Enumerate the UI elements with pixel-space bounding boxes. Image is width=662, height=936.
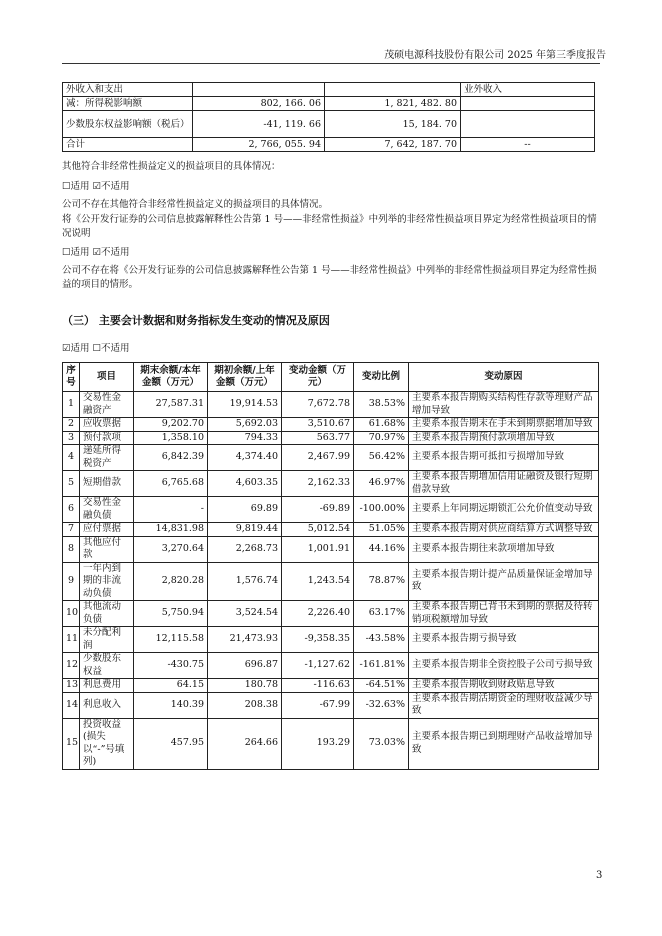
change-reason: 主要系本报告期计提产品质量保证金增加导致: [409, 562, 599, 601]
change-amount: 193.29: [282, 718, 354, 769]
change-reason: 主要系上年同期远期锁汇公允价值变动导致: [409, 497, 599, 523]
header-no: 序号: [63, 363, 80, 392]
change-ratio: -43.58%: [354, 627, 409, 653]
paragraph: 其他符合非经常性损益定义的损益项目的具体情况：: [62, 161, 281, 172]
table-header-row: [63, 363, 599, 392]
table-row: [63, 718, 599, 769]
non-recurring-table: [62, 82, 595, 152]
end-balance: 5,750.94: [134, 601, 208, 627]
table-row: [63, 471, 599, 497]
begin-balance: 180.78: [208, 679, 282, 693]
change-amount: 1,001.91: [282, 536, 354, 562]
change-amount: -1,127.62: [282, 653, 354, 679]
change-ratio: -32.63%: [354, 692, 409, 718]
change-ratio: 38.53%: [354, 392, 409, 418]
change-ratio: -161.81%: [354, 653, 409, 679]
end-balance: 6,765.68: [134, 471, 208, 497]
table-row: [63, 418, 599, 432]
end-balance: 9,202.70: [134, 418, 208, 432]
row-item: 交易性金融负债: [80, 497, 134, 523]
row-number: 15: [63, 718, 80, 769]
row-number: 11: [63, 627, 80, 653]
end-balance: -430.75: [134, 653, 208, 679]
end-balance: 2,820.28: [134, 562, 208, 601]
change-amount: -9,358.35: [282, 627, 354, 653]
table-row: [63, 392, 599, 418]
row-number: 8: [63, 536, 80, 562]
change-amount: 3,510.67: [282, 418, 354, 432]
applicability-checkbox: ☑适用 ☐不适用: [62, 343, 130, 354]
table-row: [63, 497, 599, 523]
ytd-value: 1, 821, 482. 80: [325, 97, 461, 111]
report-header: 茂硕电源科技股份有限公司 2025 年第三季度报告: [384, 50, 606, 61]
row-number: 3: [63, 431, 80, 445]
change-amount: 563.77: [282, 431, 354, 445]
change-reason: 主要系本报告期已到期理财产品收益增加导致: [409, 718, 599, 769]
row-number: 7: [63, 523, 80, 537]
row-item: 其他流动负债: [80, 601, 134, 627]
end-balance: 140.39: [134, 692, 208, 718]
section-title: （三） 主要会计数据和财务指标发生变动的情况及原因: [62, 314, 330, 327]
table-row: [63, 679, 599, 693]
begin-balance: 794.33: [208, 431, 282, 445]
end-balance: 1,358.10: [134, 431, 208, 445]
change-ratio: 70.97%: [354, 431, 409, 445]
change-ratio: -64.51%: [354, 679, 409, 693]
applicability-checkbox: ☐适用 ☑不适用: [62, 247, 130, 258]
begin-balance: 5,692.03: [208, 418, 282, 432]
ytd-value: [325, 83, 461, 97]
ytd-value: 15, 184. 70: [325, 111, 461, 138]
change-reason: 主要系本报告期非全资控股子公司亏损导致: [409, 653, 599, 679]
row-note: --: [461, 138, 595, 152]
begin-balance: 19,914.53: [208, 392, 282, 418]
header-reason: 变动原因: [409, 363, 599, 392]
table-row: [63, 562, 599, 601]
end-balance: 14,831.98: [134, 523, 208, 537]
row-item: 投资收益(损失以“-”号填列): [80, 718, 134, 769]
page-number: 3: [596, 870, 603, 881]
change-reason: 主要系本报告期对供应商结算方式调整导致: [409, 523, 599, 537]
header-begin-balance: 期初余额/上年金额（万元）: [208, 363, 282, 392]
change-amount: 7,672.78: [282, 392, 354, 418]
table-row: [63, 97, 595, 111]
change-amount: 2,226.40: [282, 601, 354, 627]
applicability-checkbox: ☐适用 ☑不适用: [62, 181, 130, 192]
row-number: 9: [63, 562, 80, 601]
header-divider: [62, 63, 600, 64]
table-row: [63, 138, 595, 152]
table-row: [63, 653, 599, 679]
row-number: 4: [63, 445, 80, 471]
change-reason: 主要系本报告期收到财政贴息导致: [409, 679, 599, 693]
end-balance: -: [134, 497, 208, 523]
table-row: [63, 601, 599, 627]
change-reason: 主要系本报告期购买结构性存款等理财产品增加导致: [409, 392, 599, 418]
paragraph: 公司不存在其他符合非经常性损益定义的损益项目的具体情况。: [62, 199, 329, 210]
row-item: 递延所得税资产: [80, 445, 134, 471]
row-item: 少数股东权益: [80, 653, 134, 679]
change-ratio: 78.87%: [354, 562, 409, 601]
table-row: [63, 111, 595, 138]
row-item: 应收票据: [80, 418, 134, 432]
change-reason: 主要系本报告期往来款项增加导致: [409, 536, 599, 562]
row-item: 一年内到期的非流动负债: [80, 562, 134, 601]
row-note: [461, 97, 595, 111]
row-item: 利息收入: [80, 692, 134, 718]
begin-balance: 21,473.93: [208, 627, 282, 653]
end-balance: 3,270.64: [134, 536, 208, 562]
row-item: 预付款项: [80, 431, 134, 445]
end-balance: 457.95: [134, 718, 208, 769]
change-reason: 主要系本报告期可抵扣亏损增加导致: [409, 445, 599, 471]
begin-balance: 69.89: [208, 497, 282, 523]
change-ratio: 56.42%: [354, 445, 409, 471]
change-amount: 2,467.99: [282, 445, 354, 471]
end-balance: 27,587.31: [134, 392, 208, 418]
change-ratio: 51.05%: [354, 523, 409, 537]
change-reason: 主要系本报告期已背书未到期的票据及待转销项税额增加导致: [409, 601, 599, 627]
end-balance: 12,115.58: [134, 627, 208, 653]
current-value: 2, 766, 055. 94: [193, 138, 325, 152]
row-label: 合计: [63, 138, 193, 152]
table-row: [63, 536, 599, 562]
row-number: 13: [63, 679, 80, 693]
change-ratio: 44.16%: [354, 536, 409, 562]
change-amount: 1,243.54: [282, 562, 354, 601]
change-amount: 5,012.54: [282, 523, 354, 537]
table-row: [63, 692, 599, 718]
change-ratio: 73.03%: [354, 718, 409, 769]
change-reason: 主要系本报告期增加信用证融资及银行短期借款导致: [409, 471, 599, 497]
row-item: 应付票据: [80, 523, 134, 537]
table-row: [63, 83, 595, 97]
row-item: 利息费用: [80, 679, 134, 693]
current-value: 802, 166. 06: [193, 97, 325, 111]
current-value: -41, 119. 66: [193, 111, 325, 138]
begin-balance: 4,374.40: [208, 445, 282, 471]
begin-balance: 696.87: [208, 653, 282, 679]
row-item: 未分配利润: [80, 627, 134, 653]
header-change-ratio: 变动比例: [354, 363, 409, 392]
table-row: [63, 523, 599, 537]
row-label: 减：所得税影响额: [63, 97, 193, 111]
change-ratio: -100.00%: [354, 497, 409, 523]
row-number: 5: [63, 471, 80, 497]
header-change-amount: 变动金额（万元）: [282, 363, 354, 392]
row-number: 12: [63, 653, 80, 679]
change-reason: 主要系本报告期活期资金的理财收益减少导致: [409, 692, 599, 718]
change-reason: 主要系本报告期亏损导致: [409, 627, 599, 653]
change-ratio: 61.68%: [354, 418, 409, 432]
begin-balance: 4,603.35: [208, 471, 282, 497]
row-item: 短期借款: [80, 471, 134, 497]
change-ratio: 46.97%: [354, 471, 409, 497]
change-amount: -116.63: [282, 679, 354, 693]
begin-balance: 3,524.54: [208, 601, 282, 627]
begin-balance: 1,576.74: [208, 562, 282, 601]
table-row: [63, 627, 599, 653]
change-reason: 主要系本报告期末在手未到期票据增加导致: [409, 418, 599, 432]
change-amount: -69.89: [282, 497, 354, 523]
paragraph: 将《公开发行证券的公司信息披露解释性公告第 1 号——非经常性损益》中列举的非经常性损益项目界定为经常性损益项目的情况说明: [62, 214, 597, 239]
row-number: 10: [63, 601, 80, 627]
row-number: 1: [63, 392, 80, 418]
header-end-balance: 期末余额/本年金额（万元）: [134, 363, 208, 392]
row-note: [461, 111, 595, 138]
end-balance: 64.15: [134, 679, 208, 693]
change-amount: -67.99: [282, 692, 354, 718]
row-label: 少数股东权益影响额（税后）: [63, 111, 193, 138]
end-balance: 6,842.39: [134, 445, 208, 471]
change-reason: 主要系本报告期预付款项增加导致: [409, 431, 599, 445]
begin-balance: 9,819.44: [208, 523, 282, 537]
change-amount: 2,162.33: [282, 471, 354, 497]
financial-changes-table: [62, 362, 599, 770]
current-value: [193, 83, 325, 97]
header-item: 项目: [80, 363, 134, 392]
row-item: 交易性金融资产: [80, 392, 134, 418]
row-item: 其他应付款: [80, 536, 134, 562]
paragraph: 公司不存在将《公开发行证券的公司信息披露解释性公告第 1 号——非经常性损益》中列举的非经常性损益项目界定为经常性损益的项目的情形。: [62, 265, 597, 290]
row-number: 6: [63, 497, 80, 523]
table-row: [63, 445, 599, 471]
begin-balance: 264.66: [208, 718, 282, 769]
begin-balance: 208.38: [208, 692, 282, 718]
ytd-value: 7, 642, 187. 70: [325, 138, 461, 152]
begin-balance: 2,268.73: [208, 536, 282, 562]
row-number: 2: [63, 418, 80, 432]
row-label: 外收入和支出: [63, 83, 193, 97]
change-ratio: 63.17%: [354, 601, 409, 627]
row-note: 业外收入: [461, 83, 595, 97]
table-row: [63, 431, 599, 445]
row-number: 14: [63, 692, 80, 718]
